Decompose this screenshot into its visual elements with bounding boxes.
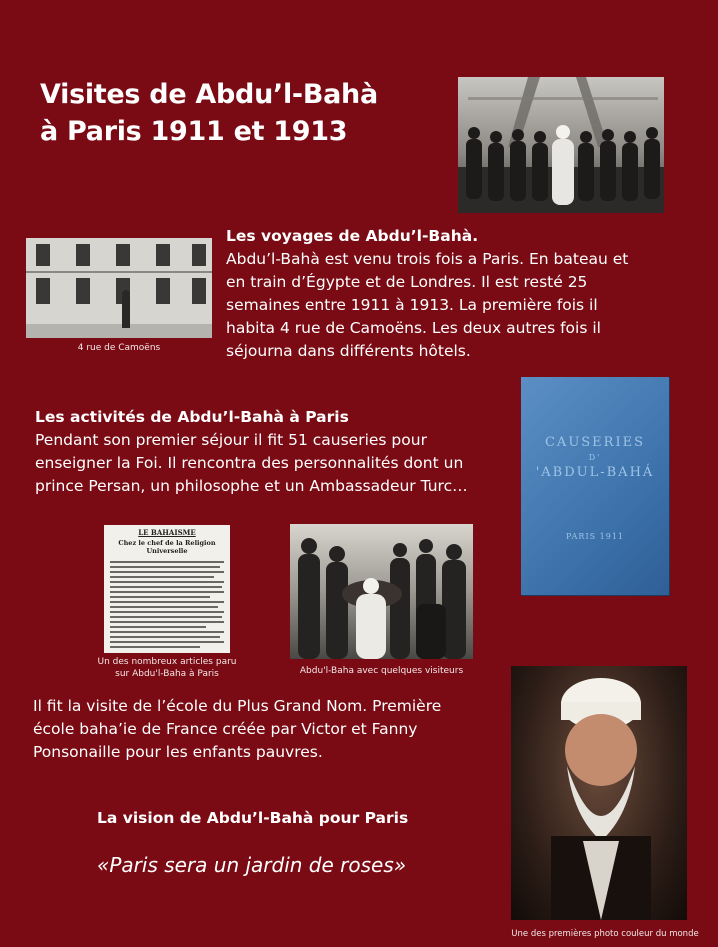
activites-section (35, 406, 475, 498)
visitors-photo (290, 524, 473, 659)
ecole-section (33, 695, 483, 764)
book-subtitle: PARIS 1911 (566, 532, 624, 541)
voyages-heading: Les voyages de Abdu’l-Bahà. (226, 227, 479, 245)
ecole-text: Il fit la visite de l’école du Plus Grand Nom. Première école baha’ie de France créée par Victor et Fanny Ponsonaille pour les enfants pauvres. (33, 697, 442, 761)
eiffel-group-illustration (458, 77, 664, 213)
portrait-photo (511, 666, 687, 920)
book-title-line-3: 'ABDUL-BAHÁ (535, 465, 655, 480)
newspaper-caption-line-1: Un des nombreux articles paru (97, 657, 237, 667)
book-title-line-2: D' (588, 453, 602, 462)
page-title (40, 76, 440, 150)
activites-text: Pendant son premier séjour il fit 51 causeries pour enseigner la Foi. Il rencontra des personnalités dont un prince Persan, un philosophe et un Ambassadeur Turc… (35, 431, 468, 495)
newspaper-clipping (104, 525, 230, 653)
visitors-caption: Abdu'l-Baha avec quelques visiteurs (299, 666, 464, 676)
house-photo (26, 238, 212, 338)
portrait-illustration (511, 666, 687, 920)
voyages-section (226, 225, 646, 363)
house-caption: 4 rue de Camoëns (77, 343, 161, 353)
title-line-1: Visites de Abdu’l-Bahà (40, 79, 378, 110)
title-line-2: à Paris 1911 et 1913 (40, 116, 348, 147)
newspaper-headline: Chez le chef de la Religion Universelle (118, 539, 216, 555)
newspaper-caption-line-2: sur Abdu'l-Baha à Paris (115, 669, 219, 679)
causeries-book (521, 377, 669, 595)
portrait-caption: Une des premières photo couleur du monde (511, 929, 699, 939)
book-title-line-1: CAUSERIES (544, 435, 645, 450)
newspaper-masthead: LE BAHAISME (138, 528, 196, 537)
house-illustration (26, 238, 212, 338)
vision-quote: «Paris sera un jardin de roses» (97, 853, 407, 877)
newspaper-caption (84, 656, 250, 680)
vision-heading: La vision de Abdu’l-Bahà pour Paris (97, 809, 409, 827)
activites-heading: Les activités de Abdu’l-Bahà à Paris (35, 408, 349, 426)
voyages-text: Abdu’l-Bahà est venu trois fois a Paris. En bateau et en train d’Égypte et de Londres. Il est resté 25 semaines entre 1911 à 1913. La première fois il habita 4 rue de Camoëns. Les deux autres fois il séjourna dans différents hôtels. (226, 250, 629, 360)
eiffel-group-photo (458, 77, 664, 213)
newspaper-text-lines (104, 557, 230, 653)
visitors-illustration (290, 524, 473, 659)
